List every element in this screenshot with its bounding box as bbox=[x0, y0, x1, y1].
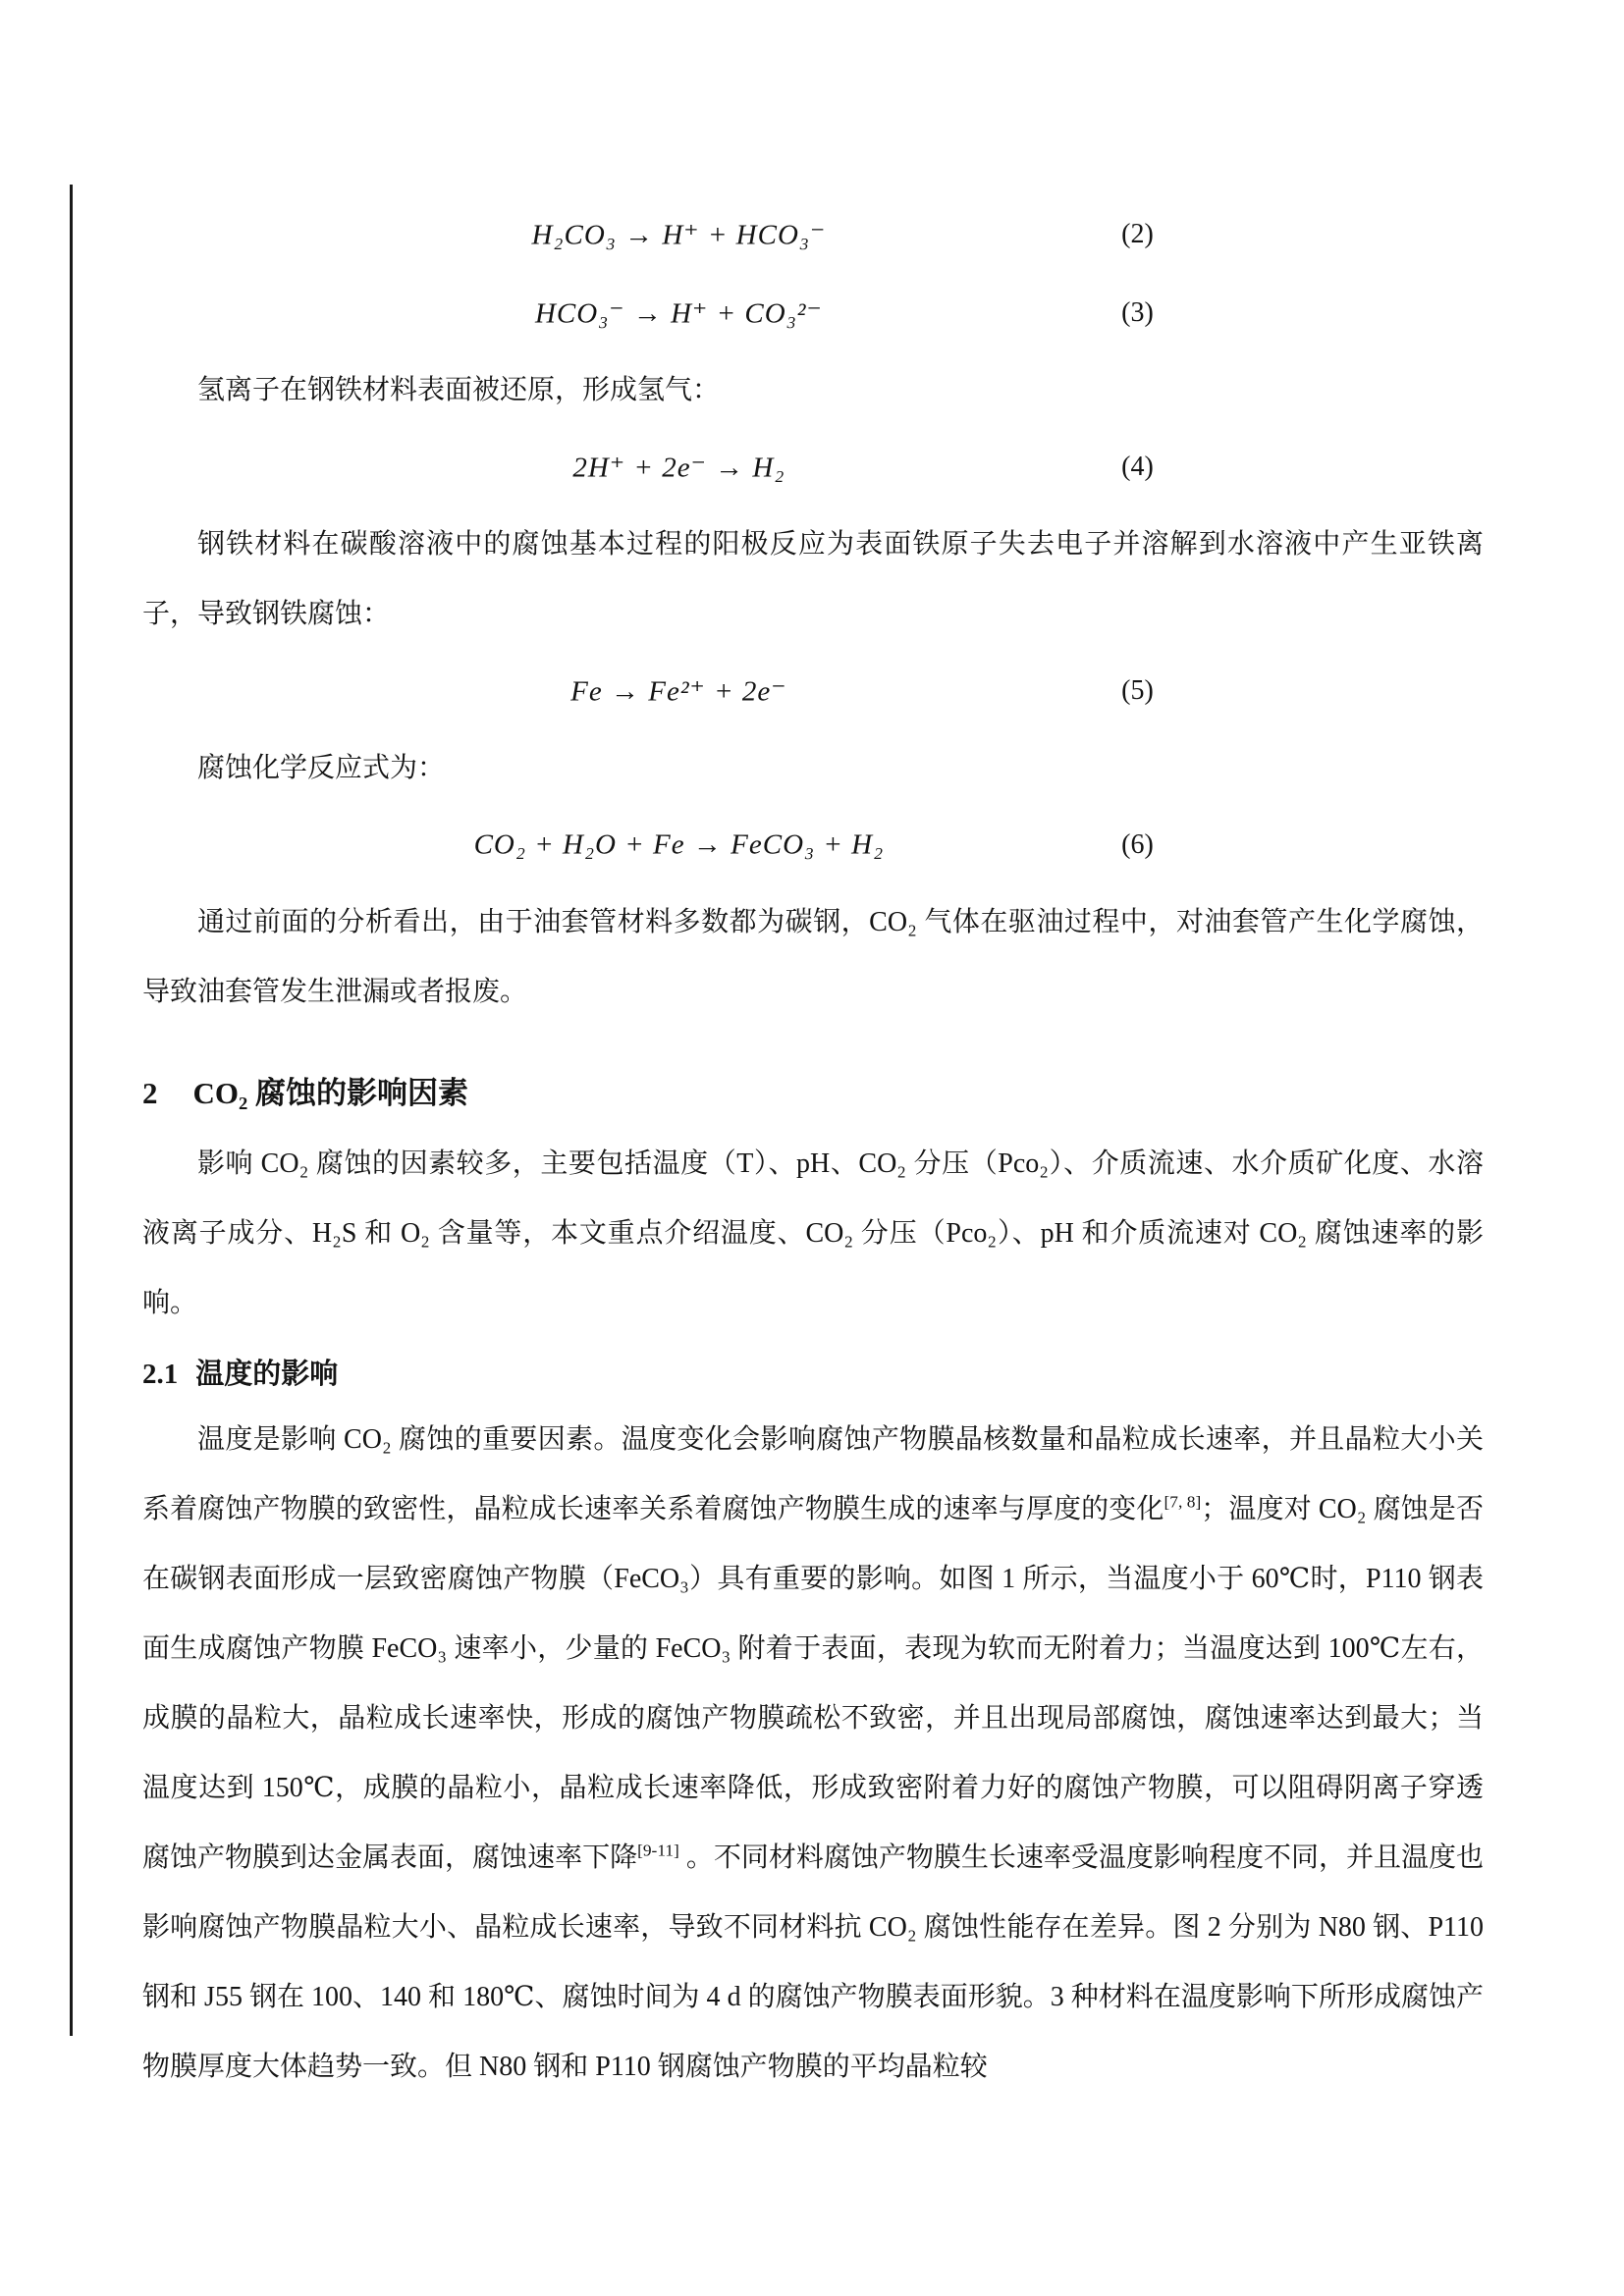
section-2-1-number: 2.1 bbox=[142, 1359, 179, 1390]
equation-6-formula: CO₂ + H₂O + Fe → FeCO₃ + H₂ bbox=[473, 828, 885, 861]
equation-4-number: (4) bbox=[1121, 452, 1154, 482]
section-2-heading bbox=[142, 1070, 1484, 1117]
equation-row-2 bbox=[142, 198, 1484, 271]
equation-3-number: (3) bbox=[1121, 297, 1154, 328]
equation-5-number: (5) bbox=[1121, 675, 1154, 706]
section-2-1-title: 温度的影响 bbox=[195, 1359, 339, 1390]
temperature-text-part3: 。不同材料腐蚀产物膜生长速率受温度影响程度不同，并且温度也影响腐蚀产物膜晶粒大小、晶粒成长速率，导致不同材料抗 CO₂ 腐蚀性能存在差异。图 2 分别为 N80 钢、P110 钢和 J55 钢在 100、140 和 180℃、腐蚀时间为 4 d 的腐蚀产物膜表面形貌。3 种材料在温度影响下所形成腐蚀产物膜厚度大体趋势一致。但 N80 钢和 P110 钢腐蚀产物膜的平均晶粒较 bbox=[142, 1842, 1484, 2082]
paragraph-chemical-equation-intro: 腐蚀化学反应式为： bbox=[197, 753, 446, 783]
page-content bbox=[142, 192, 1484, 2102]
citation-ref-7-8: [7, 8] bbox=[1164, 1492, 1202, 1512]
paragraph-anodic-reaction: 钢铁材料在碳酸溶液中的腐蚀基本过程的阳极反应为表面铁原子失去电子并溶解到水溶液中产生亚铁离子，导致钢铁腐蚀： bbox=[142, 529, 1484, 629]
paragraph-influence-factors: 影响 CO₂ 腐蚀的因素较多，主要包括温度（T）、pH、CO₂ 分压（Pco₂）、介质流速、水介质矿化度、水溶液离子成分、H₂S 和 O₂ 含量等，本文重点介绍温度、CO₂ 分压（Pco₂）、pH 和介质流速对 CO₂ 腐蚀速率的影响。 bbox=[142, 1148, 1484, 1318]
equation-row-5 bbox=[142, 655, 1484, 727]
equation-2-formula: H₂CO₃ → H⁺ + HCO₃⁻ bbox=[531, 219, 827, 251]
section-2-title: CO₂ 腐蚀的影响因素 bbox=[192, 1076, 469, 1110]
temperature-text-part2: ；温度对 CO₂ 腐蚀是否在碳钢表面形成一层致密腐蚀产物膜（FeCO₃）具有重要的影响。如图 1 所示，当温度小于 60℃时，P110 钢表面生成腐蚀产物膜 FeCO₃ 速率小，少量的 FeCO₃ 附着于表面，表现为软而无附着力；当温度达到 100℃左右，成膜的晶粒大，晶粒成长速率快，形成的腐蚀产物膜疏松不致密，并且出现局部腐蚀，腐蚀速率达到最大；当温度达到 150℃，成膜的晶粒小，晶粒成长速率降低，形成致密附着力好的腐蚀产物膜，可以阻碍阴离子穿透腐蚀产物膜到达金属表面，腐蚀速率下降 bbox=[142, 1494, 1484, 1873]
temperature-text-part1: 温度是影响 CO₂ 腐蚀的重要因素。温度变化会影响腐蚀产物膜晶核数量和晶粒成长速率，并且晶粒大小关系着腐蚀产物膜的致密性，晶粒成长速率关系着腐蚀产物膜生成的速率与厚度的变化 bbox=[142, 1424, 1484, 1524]
paragraph-analysis-conclusion: 通过前面的分析看出，由于油套管材料多数都为碳钢，CO₂ 气体在驱油过程中，对油套管产生化学腐蚀，导致油套管发生泄漏或者报废。 bbox=[142, 907, 1484, 1007]
equation-3-formula: HCO₃⁻ → H⁺ + CO₃²⁻ bbox=[534, 297, 823, 330]
paragraph-temperature-effect bbox=[142, 1405, 1484, 2102]
citation-ref-9-11: [9-11] bbox=[637, 1841, 679, 1860]
equation-4-formula: 2H⁺ + 2e⁻ → H₂ bbox=[572, 452, 785, 484]
equation-row-4 bbox=[142, 431, 1484, 504]
equation-row-6 bbox=[142, 809, 1484, 881]
equation-6-number: (6) bbox=[1121, 829, 1154, 860]
equation-row-3 bbox=[142, 277, 1484, 349]
paragraph-hydrogen-reduction: 氢离子在钢铁材料表面被还原，形成氢气： bbox=[197, 375, 721, 405]
left-margin-rule bbox=[70, 185, 73, 2036]
equation-5-formula: Fe → Fe²⁺ + 2e⁻ bbox=[570, 675, 787, 708]
equation-2-number: (2) bbox=[1121, 219, 1154, 249]
section-2-number: 2 bbox=[142, 1076, 158, 1110]
section-2-1-heading bbox=[142, 1346, 1484, 1403]
